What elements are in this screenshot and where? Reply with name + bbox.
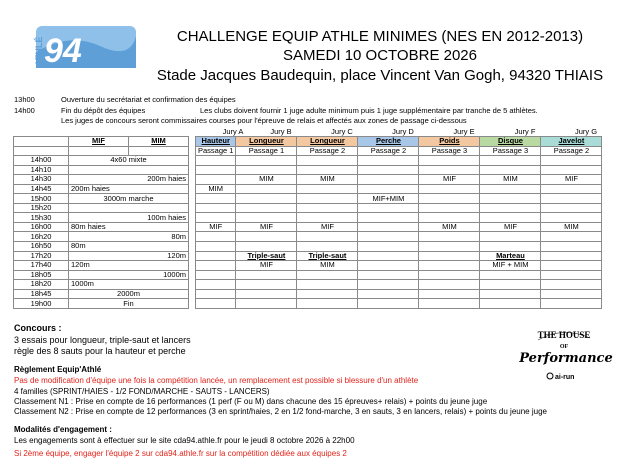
passage-cell: Passage 1 <box>236 146 297 156</box>
jury-cell: Triple-saut <box>236 251 297 261</box>
jury-cell <box>196 232 236 242</box>
jury-cell <box>358 280 419 290</box>
info-text-2: Fin du dépôt des équipes <box>61 106 146 115</box>
house-of-performance-logo <box>508 322 618 384</box>
header-mif: MIF <box>69 137 129 147</box>
jury-cell <box>236 213 297 223</box>
jury-cell <box>358 299 419 309</box>
jury-cell <box>419 232 480 242</box>
event-longueur-b: Longueur <box>236 137 297 147</box>
header-gap <box>189 137 196 147</box>
jury-cell: MIF <box>196 222 236 232</box>
reglement-line-2: 4 familles (SPRINT/HAIES - 1/2 FOND/MARCHE - SAUTS - LANCERS) <box>14 387 270 396</box>
modalites-line-2: Si 2ème équipe, engager l'équipe 2 sur cda94.athle.fr sur la compétition dédiée aux équipes 2 <box>14 449 347 458</box>
jury-cell <box>297 165 358 175</box>
jury-cell <box>297 280 358 290</box>
sponsor-line-1: THE HOUSE <box>537 330 591 340</box>
jury-cell <box>480 289 541 299</box>
jury-cell: MIM <box>297 261 358 271</box>
gap-cell <box>189 146 196 156</box>
race-cell: 1000m <box>69 270 189 280</box>
reglement-line-1: Pas de modification d'équipe une fois la compétition lancée, un remplacement est possible si blessure d'un athlète <box>14 376 419 385</box>
jury-cell <box>358 270 419 280</box>
jury-cell <box>480 270 541 280</box>
gap-cell <box>189 175 196 185</box>
jury-cell <box>297 299 358 309</box>
jury-cell <box>236 156 297 166</box>
jury-cell <box>480 280 541 290</box>
table-row <box>14 270 602 280</box>
jury-d-label: Jury D <box>392 127 414 136</box>
jury-cell <box>419 299 480 309</box>
jury-cell <box>541 251 602 261</box>
gap-cell <box>189 270 196 280</box>
jury-cell <box>541 270 602 280</box>
passage-cell: Passage 3 <box>480 146 541 156</box>
jury-cell <box>419 203 480 213</box>
jury-cell <box>480 184 541 194</box>
table-row <box>14 242 602 252</box>
jury-cell <box>419 270 480 280</box>
gap-cell <box>189 289 196 299</box>
svg-text:94: 94 <box>44 32 82 70</box>
gap-cell <box>189 184 196 194</box>
jury-cell <box>236 242 297 252</box>
jury-cell <box>541 156 602 166</box>
jury-cell <box>196 203 236 213</box>
time-cell: 19h00 <box>14 299 69 309</box>
table-row <box>14 299 602 309</box>
passage-cell: Passage 2 <box>297 146 358 156</box>
athle94-logo <box>30 22 138 72</box>
table-row <box>14 165 602 175</box>
jury-cell <box>196 280 236 290</box>
jury-cell <box>541 213 602 223</box>
race-cell: 3000m marche <box>69 194 189 204</box>
jury-cell <box>358 184 419 194</box>
jury-cell <box>297 242 358 252</box>
header-mim: MIM <box>129 137 189 147</box>
jury-cell <box>358 261 419 271</box>
race-cell: Fin <box>69 299 189 309</box>
jury-cell <box>480 213 541 223</box>
jury-cell <box>196 175 236 185</box>
page-title: CHALLENGE EQUIP ATHLE MINIMES (NES EN 2012-2013) <box>176 28 584 45</box>
jury-cell: MIM <box>236 175 297 185</box>
jury-cell: MIF <box>236 222 297 232</box>
gap-cell <box>189 165 196 175</box>
jury-cell <box>480 203 541 213</box>
table-header-row <box>14 137 602 147</box>
concours-title: Concours : <box>14 323 62 333</box>
jury-cell <box>297 156 358 166</box>
schedule-table <box>13 136 602 309</box>
sponsor-line-4: ai-run <box>555 374 575 381</box>
passage-cell: Passage 3 <box>419 146 480 156</box>
jury-cell <box>196 165 236 175</box>
gap-cell <box>189 222 196 232</box>
jury-cell: MIF+MIM <box>358 194 419 204</box>
jury-cell <box>196 156 236 166</box>
jury-cell <box>480 299 541 309</box>
race-cell <box>69 203 189 213</box>
jury-cell <box>358 289 419 299</box>
jury-cell <box>297 232 358 242</box>
jury-cell <box>541 261 602 271</box>
jury-cell <box>196 289 236 299</box>
jury-cell: MIF <box>480 222 541 232</box>
time-cell: 18h45 <box>14 289 69 299</box>
gap-cell <box>189 251 196 261</box>
jury-cell <box>297 213 358 223</box>
header-time-cell <box>14 137 69 147</box>
jury-cell: MIF <box>236 261 297 271</box>
table-row <box>14 194 602 204</box>
jury-b-label: Jury B <box>270 127 292 136</box>
jury-e-label: Jury E <box>453 127 475 136</box>
jury-cell: MIF <box>541 175 602 185</box>
jury-cell <box>236 299 297 309</box>
gap-cell <box>189 156 196 166</box>
jury-g-label: Jury G <box>574 127 598 136</box>
table-row <box>14 261 602 271</box>
race-cell <box>69 146 129 156</box>
passage-cell: Passage 1 <box>196 146 236 156</box>
jury-cell <box>297 194 358 204</box>
event-disque: Disque <box>480 137 541 147</box>
jury-cell: Marteau <box>480 251 541 261</box>
jury-cell <box>236 280 297 290</box>
jury-cell <box>419 213 480 223</box>
jury-cell <box>541 194 602 204</box>
jury-cell <box>196 251 236 261</box>
table-row <box>14 184 602 194</box>
jury-cell <box>236 194 297 204</box>
race-cell: 80m <box>69 232 189 242</box>
time-cell: 14h45 <box>14 184 69 194</box>
time-cell: 15h00 <box>14 194 69 204</box>
jury-cell <box>419 194 480 204</box>
sponsor-line-2: OF <box>559 344 569 350</box>
table-row <box>14 222 602 232</box>
jury-cell <box>236 184 297 194</box>
jury-cell <box>541 289 602 299</box>
race-cell <box>69 165 189 175</box>
jury-a-label: Jury A <box>222 127 244 136</box>
time-cell: 15h20 <box>14 203 69 213</box>
jury-cell <box>358 156 419 166</box>
gap-cell <box>189 242 196 252</box>
jury-cell <box>297 270 358 280</box>
time-cell: 14h10 <box>14 165 69 175</box>
jury-cell <box>419 165 480 175</box>
jury-cell <box>196 213 236 223</box>
concours-line-2: règle des 8 sauts pour la hauteur et perche <box>14 346 186 356</box>
jury-cell: Triple-saut <box>297 251 358 261</box>
table-row <box>14 232 602 242</box>
event-location: Stade Jacques Baudequin, place Vincent Van Gogh, 94320 THIAIS <box>156 67 604 84</box>
svg-text:ATHLÉ: ATHLÉ <box>34 36 44 66</box>
table-row <box>14 213 602 223</box>
jury-cell: MIM <box>196 184 236 194</box>
table-row <box>14 289 602 299</box>
jury-cell <box>419 280 480 290</box>
jury-cell <box>541 242 602 252</box>
reglement-title: Règlement Equip'Athlé <box>14 365 102 374</box>
info-time-1: 13h00 <box>14 95 35 104</box>
modalites-line-1: Les engagements sont à effectuer sur le site cda94.athle.fr pour le jeudi 8 octobre 2026 à 22h00 <box>14 436 355 445</box>
reglement-line-3: Classement N1 : Prise en compte de 16 performances (1 perf (F ou M) dans chacune des 15 épreuves+ relais) + points du jeune juge <box>14 397 488 406</box>
jury-cell <box>196 261 236 271</box>
passage-cell: Passage 2 <box>541 146 602 156</box>
jury-cell: MIM <box>297 175 358 185</box>
modalites-title: Modalités d'engagement : <box>14 425 112 434</box>
jury-cell <box>196 299 236 309</box>
jury-cell <box>358 232 419 242</box>
time-cell: 16h20 <box>14 232 69 242</box>
time-cell: 14h30 <box>14 175 69 185</box>
jury-cell: MIF + MIM <box>480 261 541 271</box>
jury-cell <box>419 261 480 271</box>
jury-cell <box>297 203 358 213</box>
sponsor-line-3: Performance <box>519 351 613 366</box>
table-row <box>14 251 602 261</box>
jury-cell <box>480 165 541 175</box>
info-note-commissaires: Les juges de concours seront commissaires courses pour l'épreuve de relais et affectés aux zones de passage ci-dessous <box>61 116 467 125</box>
jury-cell: MIF <box>419 175 480 185</box>
jury-cell <box>419 156 480 166</box>
jury-cell <box>541 299 602 309</box>
jury-cell <box>236 203 297 213</box>
jury-cell <box>297 184 358 194</box>
jury-cell <box>480 232 541 242</box>
time-cell: 17h20 <box>14 251 69 261</box>
jury-cell <box>541 280 602 290</box>
passage-cell: Passage 2 <box>358 146 419 156</box>
time-cell: 14h00 <box>14 156 69 166</box>
jury-cell <box>358 222 419 232</box>
jury-cell <box>358 251 419 261</box>
jury-cell: MIM <box>419 222 480 232</box>
event-poids: Poids <box>419 137 480 147</box>
gap-cell <box>189 194 196 204</box>
jury-cell <box>358 242 419 252</box>
event-perche: Perche <box>358 137 419 147</box>
gap-cell <box>189 299 196 309</box>
table-row <box>14 280 602 290</box>
jury-cell <box>541 165 602 175</box>
gap-cell <box>189 232 196 242</box>
race-cell: 4x60 mixte <box>69 156 189 166</box>
jury-cell <box>358 165 419 175</box>
race-cell: 120m <box>69 261 189 271</box>
race-cell: 80m <box>69 242 189 252</box>
jury-cell <box>541 232 602 242</box>
table-row <box>14 156 602 166</box>
jury-cell <box>236 232 297 242</box>
race-cell: 200m haies <box>69 184 189 194</box>
gap-cell <box>189 203 196 213</box>
time-cell: 16h50 <box>14 242 69 252</box>
race-cell-mim <box>129 146 189 156</box>
race-cell: 200m haies <box>69 175 189 185</box>
event-javelot: Javelot <box>541 137 602 147</box>
jury-cell: MIM <box>541 222 602 232</box>
jury-cell <box>541 184 602 194</box>
info-time-2: 14h00 <box>14 106 35 115</box>
jury-cell: MIF <box>297 222 358 232</box>
jury-cell <box>236 289 297 299</box>
time-cell <box>14 146 69 156</box>
reglement-line-4: Classement N2 : Prise en compte de 12 performances (3 en sprint/haies, 2 en 1/2 fond-marche, 3 en sauts, 3 en lancers, relais) + points du jeune juge <box>14 407 547 416</box>
time-cell: 18h05 <box>14 270 69 280</box>
event-longueur-c: Longueur <box>297 137 358 147</box>
jury-cell <box>358 213 419 223</box>
time-cell: 18h20 <box>14 280 69 290</box>
jury-cell <box>358 175 419 185</box>
race-cell: 1000m <box>69 280 189 290</box>
table-row <box>14 175 602 185</box>
time-cell: 16h00 <box>14 222 69 232</box>
time-cell: 15h30 <box>14 213 69 223</box>
time-cell: 17h40 <box>14 261 69 271</box>
jury-cell <box>297 289 358 299</box>
jury-cell <box>419 242 480 252</box>
jury-cell <box>419 251 480 261</box>
jury-f-label: Jury F <box>514 127 536 136</box>
info-note-judges: Les clubs doivent fournir 1 juge adulte minimum puis 1 juge supplémentaire par tranche de 5 athlètes. <box>200 106 538 115</box>
jury-cell <box>196 270 236 280</box>
jury-cell <box>419 184 480 194</box>
event-date: SAMEDI 10 OCTOBRE 2026 <box>283 47 477 64</box>
jury-cell <box>236 270 297 280</box>
jury-c-label: Jury C <box>331 127 353 136</box>
jury-cell <box>196 194 236 204</box>
race-cell: 100m haies <box>69 213 189 223</box>
jury-cell: MIM <box>480 175 541 185</box>
jury-cell <box>358 203 419 213</box>
jury-cell <box>480 194 541 204</box>
jury-cell <box>480 242 541 252</box>
gap-cell <box>189 213 196 223</box>
race-cell: 2000m <box>69 289 189 299</box>
jury-cell <box>419 289 480 299</box>
jury-cell <box>541 203 602 213</box>
jury-cell <box>236 165 297 175</box>
info-text-1: Ouverture du secrétariat et confirmation des équipes <box>61 95 236 104</box>
concours-line-1: 3 essais pour longueur, triple-saut et lancers <box>14 335 191 345</box>
jury-cell <box>196 242 236 252</box>
table-row <box>14 203 602 213</box>
event-hauteur: Hauteur <box>196 137 236 147</box>
passage-row <box>14 146 602 156</box>
jury-cell <box>480 156 541 166</box>
race-cell: 120m <box>69 251 189 261</box>
race-cell: 80m haies <box>69 222 189 232</box>
gap-cell <box>189 280 196 290</box>
gap-cell <box>189 261 196 271</box>
